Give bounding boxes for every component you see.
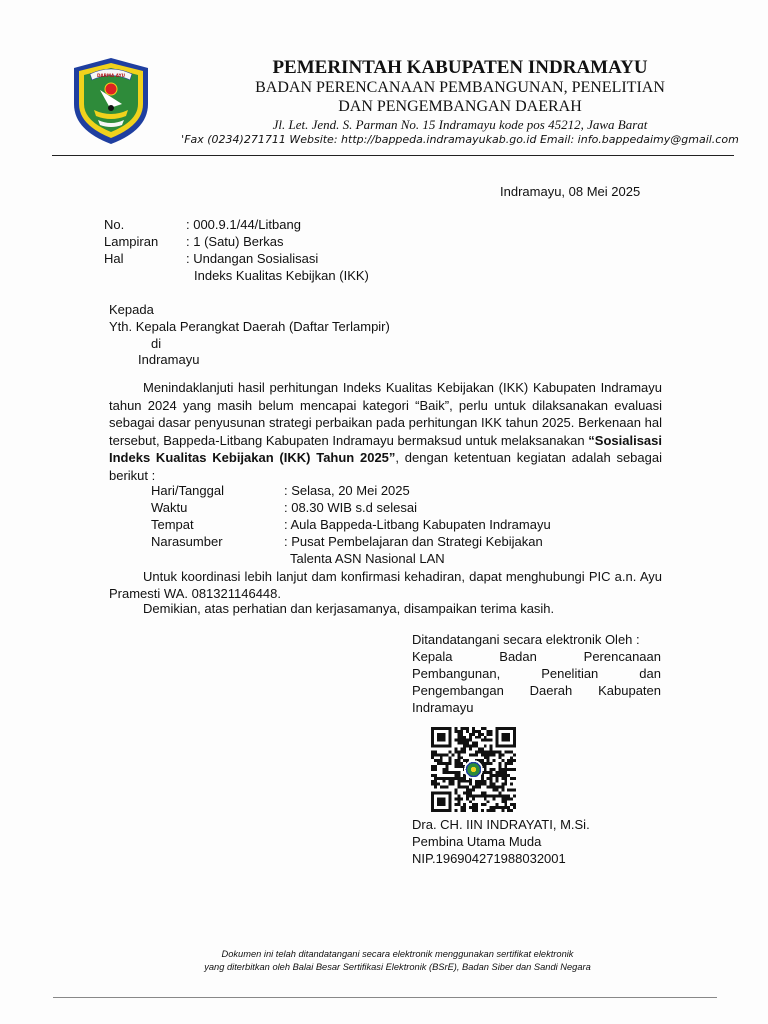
detail-day-label: Hari/Tanggal xyxy=(151,483,224,498)
emblem-ribbon-text: DARMA AYU xyxy=(96,73,126,78)
signatory-position-line1: Kepala Badan Perencanaan xyxy=(412,649,661,664)
letterhead-title: PEMERINTAH KABUPATEN INDRAMAYU xyxy=(272,57,648,78)
signature-block xyxy=(412,631,661,716)
signatory-position-line4: Indramayu xyxy=(412,700,474,715)
footnote-line1: Dokumen ini telah ditandatangani secara elektronik menggunakan sertifikat elektronik xyxy=(221,949,574,959)
recipient-line: Yth. Kepala Perangkat Daerah (Daftar Terlampir) xyxy=(109,319,390,334)
signatory-name: Dra. CH. IIN INDRAYATI, M.Si. xyxy=(412,817,590,832)
qr-code-icon xyxy=(431,727,516,812)
detail-time-label: Waktu xyxy=(151,500,188,515)
attachment-label: Lampiran xyxy=(104,234,159,249)
recipient-to: Kepada xyxy=(109,302,154,317)
regency-emblem-logo xyxy=(70,56,152,146)
body-paragraph-2: Untuk koordinasi lebih lanjut dam konfirmasi kehadiran, dapat menghubungi PIC a.n. Ayu Pramesti WA. 081321146448. xyxy=(109,569,662,601)
detail-place-label: Tempat xyxy=(151,517,194,532)
letterhead-agency-line2: DAN PENGEMBANGAN DAERAH xyxy=(338,98,582,115)
footnote-line2: yang diterbitkan oleh Balai Besar Sertifikasi Elektronik (BSrE), Badan Siber dan Sandi Negara xyxy=(204,962,591,972)
letterhead-address: Jl. Let. Jend. S. Parman No. 15 Indramayu kode pos 45212, Jawa Barat xyxy=(272,117,648,132)
footer-divider xyxy=(53,997,717,998)
letter-date: Indramayu, 08 Mei 2025 xyxy=(500,184,641,199)
recipient-place: Indramayu xyxy=(138,352,200,367)
detail-speaker-value-line1: : Pusat Pembelajaran dan Strategi Kebijakan xyxy=(284,534,543,549)
letterhead-divider xyxy=(52,155,734,156)
letterhead-agency-line1: BADAN PERENCANAAN PEMBANGUNAN, PENELITIAN xyxy=(255,79,665,96)
detail-place-value: : Aula Bappeda-Litbang Kabupaten Indramayu xyxy=(284,517,551,532)
detail-speaker-label: Narasumber xyxy=(151,534,223,549)
number-label: No. xyxy=(104,217,125,232)
detail-day-value: : Selasa, 20 Mei 2025 xyxy=(284,483,410,498)
detail-speaker-value-line2: Talenta ASN Nasional LAN xyxy=(290,551,445,566)
subject-value-line1: : Undangan Sosialisasi xyxy=(186,251,319,266)
signatory-position-line3: Pengembangan Daerah Kabupaten xyxy=(412,683,661,698)
signatory-rank: Pembina Utama Muda xyxy=(412,834,542,849)
letter-body xyxy=(109,379,662,484)
body-paragraph-3: Demikian, atas perhatian dan kerjasamanya, disampaikan terima kasih. xyxy=(143,601,555,616)
number-value: : 000.9.1/44/Litbang xyxy=(186,217,301,232)
letterhead-contact: 'Fax (0234)271711 Website: http://bappeda.indramayukab.go.id Email: info.bappedaimy@gmail.com xyxy=(181,133,739,146)
subject-value-line2: Indeks Kualitas Kebijkan (IKK) xyxy=(194,268,369,283)
detail-time-value: : 08.30 WIB s.d selesai xyxy=(284,500,417,515)
body-paragraph-1 xyxy=(109,379,662,484)
signatory-nip: NIP.196904271988032001 xyxy=(412,851,566,866)
electronic-signature-footnote xyxy=(0,948,768,974)
signatory-position-line2: Pembangunan, Penelitian dan xyxy=(412,666,661,681)
recipient-di: di xyxy=(151,336,162,351)
paragraph-1-ending: , dengan ketentuan kegiatan adalah sebagai berikut : xyxy=(109,450,662,483)
attachment-value: : 1 (Satu) Berkas xyxy=(186,234,284,249)
paragraph-1-text: Menindaklanjuti hasil perhitungan Indeks Kualitas Kebijakan (IKK) Kabupaten Indramayu tahun 2024 yang masih belum mencapai kategori “Baik”, perlu untuk dilaksanakan evaluasi sebagai dasar penyusunan strategi perbaikan pada perhitungan IKK tahun 2025. Berkenaan hal tersebut, Bappeda-Litbang Kabupaten Indramayu bermaksud untuk melaksanakan xyxy=(109,380,662,448)
signed-electronically-by: Ditandatangani secara elektronik Oleh : xyxy=(412,632,640,647)
subject-label: Hal xyxy=(104,251,124,266)
event-title: “Sosialisasi Indeks Kualitas Kebijakan (IKK) Tahun 2025” xyxy=(109,432,662,465)
